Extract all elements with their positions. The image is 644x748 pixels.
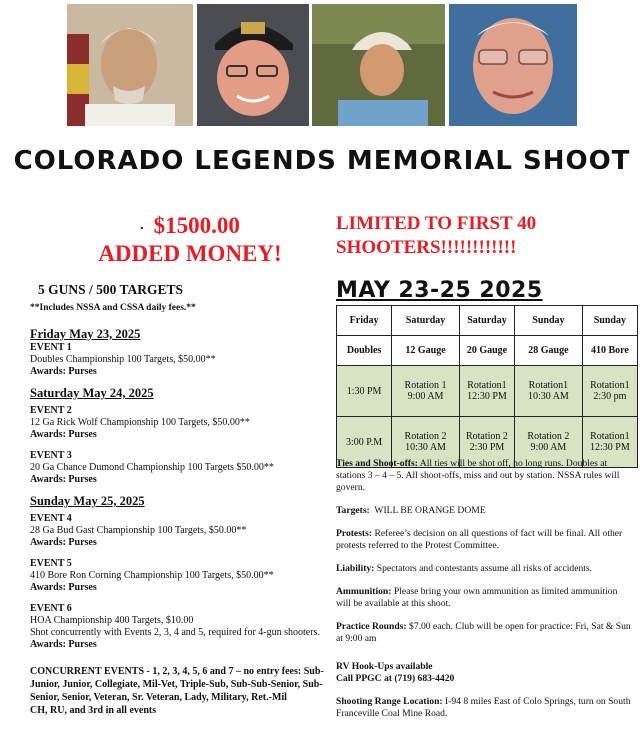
schedule-day: Sunday — [582, 306, 637, 336]
range-location — [336, 696, 634, 720]
schedule-day: Friday — [337, 306, 392, 336]
schedule-rotation: Rotation1 12:30 PM — [459, 366, 514, 417]
event-dates: MAY 23-25 2025 — [336, 278, 543, 303]
concurrent-events-awards: CH, RU, and 3rd in all events — [30, 705, 157, 716]
event-title: EVENT 6 — [30, 603, 72, 614]
added-money-label: ADDED MONEY! — [98, 241, 282, 266]
event-description-extra: Shot concurrently with Events 2, 3, 4 and 5, required for 4-gun shooters. — [30, 627, 320, 638]
schedule-day: Saturday — [392, 306, 460, 336]
concurrent-events-text: CONCURRENT EVENTS - 1, 2, 3, 4, 5, 6 and 7 – no entry fees: Sub-Junior, Junior, Collegiate, Mil-Vet, Triple-Sub, Sub-Sub-Senior, Sub-Senior, Senior, Veteran, Sr. Veteran, Lady, Military, Ret.-Mil — [30, 666, 324, 703]
rule-label: Liability: — [336, 563, 375, 574]
rules-column — [336, 458, 634, 731]
rv-line-1: RV Hook-Ups available — [336, 661, 433, 672]
schedule-rotation: Rotation 2 10:30 AM — [392, 417, 460, 468]
event-description: 12 Ga Rick Wolf Championship 100 Targets, $50.00** — [30, 417, 250, 428]
bullet-dot: . — [140, 218, 144, 233]
event-title: EVENT 2 — [30, 405, 72, 416]
limited-line-2: SHOOTERS!!!!!!!!!!!! — [336, 237, 517, 258]
event-awards: Awards: Purses — [30, 429, 97, 440]
day-heading: Sunday May 25, 2025 — [30, 494, 145, 508]
event-description: 28 Ga Bud Gast Championship 100 Targets, $50.00** — [30, 525, 247, 536]
schedule-rotation: Rotation 1 9:00 AM — [392, 366, 460, 417]
added-money-banner — [80, 212, 300, 268]
rule-text: WILL BE ORANGE DOME — [374, 505, 486, 516]
event-description: 20 Ga Chance Dumond Championship 100 Targets $50.00** — [30, 462, 274, 473]
limited-banner — [336, 212, 636, 260]
rule-label: Protests: — [336, 528, 373, 539]
schedule-rotation: Rotation 2 9:00 AM — [515, 417, 583, 468]
rv-line-2: Call PPGC at (719) 683-4420 — [336, 673, 455, 684]
concurrent-events — [30, 665, 330, 717]
schedule-guns-row — [337, 336, 638, 366]
practice-rule — [336, 621, 634, 645]
schedule-rotation: Rotation1 2:30 pm — [582, 366, 637, 417]
schedule-gun: 410 Bore — [582, 336, 637, 366]
limited-line-1: LIMITED TO FIRST 40 — [336, 213, 537, 234]
added-money-amount: $1500.00 — [153, 213, 240, 238]
schedule-rotation: Rotation1 10:30 AM — [515, 366, 583, 417]
schedule-rotation-row — [337, 366, 638, 417]
guns-targets: 5 GUNS / 500 TARGETS — [38, 282, 184, 297]
day-heading: Friday May 23, 2025 — [30, 327, 141, 341]
schedule-gun: 28 Gauge — [515, 336, 583, 366]
event-awards: Awards: Purses — [30, 582, 97, 593]
schedule-time: 3:00 P.M — [337, 417, 392, 468]
events-column — [30, 284, 330, 717]
ammo-rule — [336, 586, 634, 610]
targets-rule — [336, 505, 634, 517]
schedule-day: Sunday — [515, 306, 583, 336]
fees-note: **Includes NSSA and CSSA daily fees.** — [30, 303, 196, 313]
event-description: Doubles Championship 100 Targets, $50.00** — [30, 354, 216, 365]
schedule-time: 1:30 PM — [337, 366, 392, 417]
photo-legend-2 — [197, 4, 309, 126]
event-title: EVENT 5 — [30, 558, 72, 569]
schedule-rotation: Rotation1 12:30 PM — [582, 417, 637, 468]
rv-hookups — [336, 661, 634, 685]
event-awards: Awards: Purses — [30, 474, 97, 485]
event-title: EVENT 4 — [30, 513, 72, 524]
rule-label: Practice Rounds: — [336, 621, 407, 632]
day-heading: Saturday May 24, 2025 — [30, 386, 154, 400]
schedule-gun: Doubles — [337, 336, 392, 366]
rule-label: Ties and Shoot-offs: — [336, 458, 418, 469]
rule-label: Ammunition: — [336, 586, 392, 597]
photo-strip — [67, 4, 577, 126]
rule-text: All ties will be shot off, no long runs. Doubles at stations 3 – 4 – 5. All shoot-offs, miss and out by station. NSSA rules will govern. — [336, 458, 620, 493]
schedule-gun: 20 Gauge — [459, 336, 514, 366]
rule-label: Shooting Range Location: — [336, 696, 443, 707]
rule-text: Please bring your own ammunition as limited ammunition will be available at this shoot. — [336, 586, 618, 609]
schedule-day: Saturday — [459, 306, 514, 336]
event-description: HOA Championship 400 Targets, $10.00 — [30, 615, 194, 626]
schedule-table — [336, 305, 638, 468]
ties-rule — [336, 458, 634, 494]
event-awards: Awards: Purses — [30, 366, 97, 377]
rule-text: I-94 8 miles East of Colo Springs, turn on South Franceville Coal Mine Road. — [336, 696, 631, 719]
rule-text: Referee’s decision on all questions of fact will be final. All other protests referred to the Protest Committee. — [336, 528, 623, 551]
photo-legend-1 — [67, 4, 193, 126]
photo-legend-4 — [449, 4, 577, 126]
rule-label: Targets: — [336, 505, 370, 516]
event-awards: Awards: Purses — [30, 537, 97, 548]
event-title: EVENT 1 — [30, 342, 72, 353]
liability-rule — [336, 563, 634, 575]
event-awards: Awards: Purses — [30, 639, 97, 650]
event-title: EVENT 3 — [30, 450, 72, 461]
event-description: 410 Bore Ron Corning Championship 100 Targets, $50.00** — [30, 570, 274, 581]
rule-text: Spectators and contestants assume all risks of accidents. — [376, 563, 593, 574]
page-title: COLORADO LEGENDS MEMORIAL SHOOT — [13, 146, 631, 176]
schedule-days-row — [337, 306, 638, 336]
protests-rule — [336, 528, 634, 552]
schedule-rotation: Rotation 2 2:30 PM — [459, 417, 514, 468]
photo-legend-3 — [312, 4, 445, 126]
rule-text: $7.00 each. Club will be open for practice: Fri, Sat & Sun at 9:00 am — [336, 621, 631, 644]
schedule-gun: 12 Gauge — [392, 336, 460, 366]
